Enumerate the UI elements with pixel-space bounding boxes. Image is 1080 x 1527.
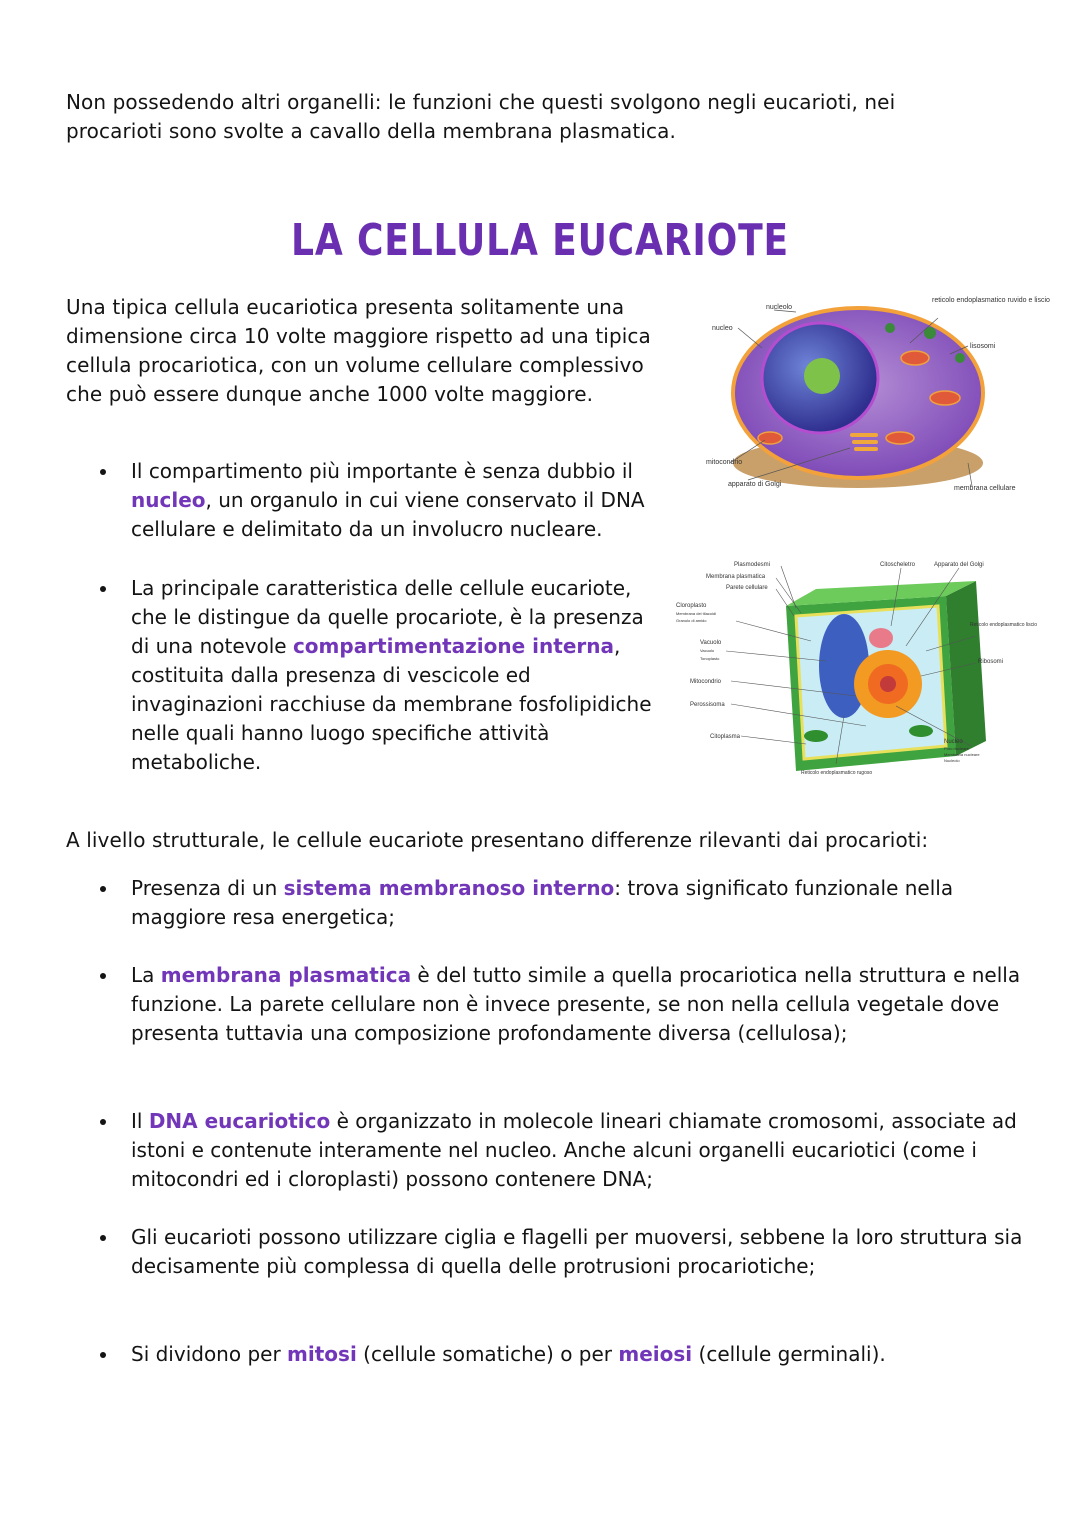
label-tonoplasto: Tonoplasto — [700, 656, 720, 661]
label-reticolo-rugoso: Reticolo endoplasmatico rugoso — [801, 770, 873, 776]
bullet-list-nucleo — [131, 457, 691, 544]
bullet-list-item-5 — [131, 1340, 1031, 1369]
label-cloroplasto: Cloroplasto — [676, 603, 707, 609]
label-apparato-golgi: Apparato del Golgi — [934, 562, 984, 568]
page-title: LA CELLULA EUCARIOTE — [291, 215, 789, 266]
label-membrana-nucleare: Membrana nucleare — [944, 752, 980, 757]
list-item: Presenza di un sistema membranoso interno: trova significato funzionale nella maggiore resa energetica; — [131, 874, 1031, 932]
highlight-term: membrana plasmatica — [160, 963, 412, 987]
label-vacuolo-2: Vacuolo — [700, 648, 715, 653]
label-parete: Parete cellulare — [726, 585, 768, 591]
label-poro: Poro nucleare — [944, 746, 969, 751]
label-citoplasma: Citoplasma — [710, 734, 741, 740]
structural-intro: A livello strutturale, le cellule eucariote presentano differenze rilevanti dai procarioti: — [66, 828, 929, 852]
list-item: Gli eucarioti possono utilizzare ciglia e flagelli per muoversi, sebbene la loro struttura sia decisamente più complessa di quella delle protrusioni procariotiche; — [131, 1223, 1031, 1281]
bullet-list-item-2 — [131, 961, 1031, 1048]
list-item: La membrana plasmatica è del tutto simile a quella procariotica nella struttura e nella funzione. La parete cellulare non è invece presente, se non nella cellula vegetale dove presenta tuttavia una composizione profondamente diversa (cellulosa); — [131, 961, 1031, 1048]
label-nucleolo: nucleolo — [766, 304, 793, 311]
highlight-term: mitosi — [287, 1342, 357, 1366]
label-citoscheletro: Citoscheletro — [880, 562, 916, 568]
label-amido: Granulo di amido — [676, 618, 707, 623]
label-membrana-plasmatica: Membrana plasmatica — [706, 574, 766, 580]
label-nucleo: nucleo — [712, 325, 733, 332]
list-item: Il DNA eucariotico è organizzato in molecole lineari chiamate cromosomi, associate ad istoni e contenute interamente nel nucleo. Anche alcuni organelli eucariotici (come i mitocondri ed i cloroplasti) possono contenere DNA; — [131, 1107, 1031, 1194]
label-lisosomi: lisosomi — [970, 343, 996, 350]
label-golgi: apparato di Golgi — [728, 481, 782, 488]
label-ribosomi: Ribosomi — [978, 659, 1004, 665]
plant-cell-figure — [676, 556, 1037, 801]
animal-cell-figure — [700, 288, 1050, 498]
bullet-list-item-1 — [131, 874, 1031, 932]
highlight-term: nucleo — [131, 488, 206, 512]
bullet-list-item-4 — [131, 1223, 1031, 1281]
list-item: Si dividono per mitosi (cellule somatiche) o per meiosi (cellule germinali). — [131, 1340, 1031, 1369]
label-nucleo-plant: Nucleo — [944, 739, 963, 745]
label-tilacoidi: Membrana dei tilacoidi — [676, 611, 717, 616]
highlight-term: DNA eucariotico — [148, 1109, 331, 1133]
highlight-term: sistema membranoso interno — [283, 876, 615, 900]
label-reticolo: reticolo endoplasmatico ruvido e liscio — [932, 297, 1050, 304]
bullet-list-item-3 — [131, 1107, 1031, 1194]
list-item: Il compartimento più importante è senza dubbio il nucleo, un organulo in cui viene conservato il DNA cellulare e delimitato da un involucro nucleare. — [131, 457, 691, 544]
label-perossisoma: Perossisoma — [690, 702, 725, 708]
label-mitocondrio: mitocondrio — [706, 459, 743, 466]
list-item: La principale caratteristica delle cellule eucariote, che le distingue da quelle procariote, è la presenza di una notevole compartimentazione interna, costituita dalla presenza di vescicole ed invaginazioni racchiuse da membrane fosfolipidiche nelle quali hanno luogo specifiche attività metaboliche. — [131, 574, 661, 777]
label-reticolo-liscio: Reticolo endoplasmatico liscio — [970, 622, 1037, 628]
label-membrana: membrana cellulare — [954, 485, 1016, 492]
highlight-term: compartimentazione interna — [292, 634, 614, 658]
highlight-term: meiosi — [618, 1342, 693, 1366]
bullet-list-compartimentazione — [131, 574, 661, 777]
label-vacuolo: Vacuolo — [700, 640, 722, 646]
label-plasmodesmi: Plasmodesmi — [734, 562, 771, 568]
paragraph-dimension: Una tipica cellula eucariotica presenta solitamente una dimensione circa 10 volte maggiore rispetto ad una tipica cellula procariotica, con un volume cellulare complessivo che può essere dunque anche 1000 volte maggiore. — [66, 295, 651, 406]
intro-paragraph: Non possedendo altri organelli: le funzioni che questi svolgono negli eucarioti, nei procarioti sono svolte a cavallo della membrana plasmatica. — [66, 90, 896, 143]
label-nucleolo-plant: Nucleolo — [944, 758, 960, 763]
label-mitocondrio-plant: Mitocondrio — [690, 679, 722, 685]
